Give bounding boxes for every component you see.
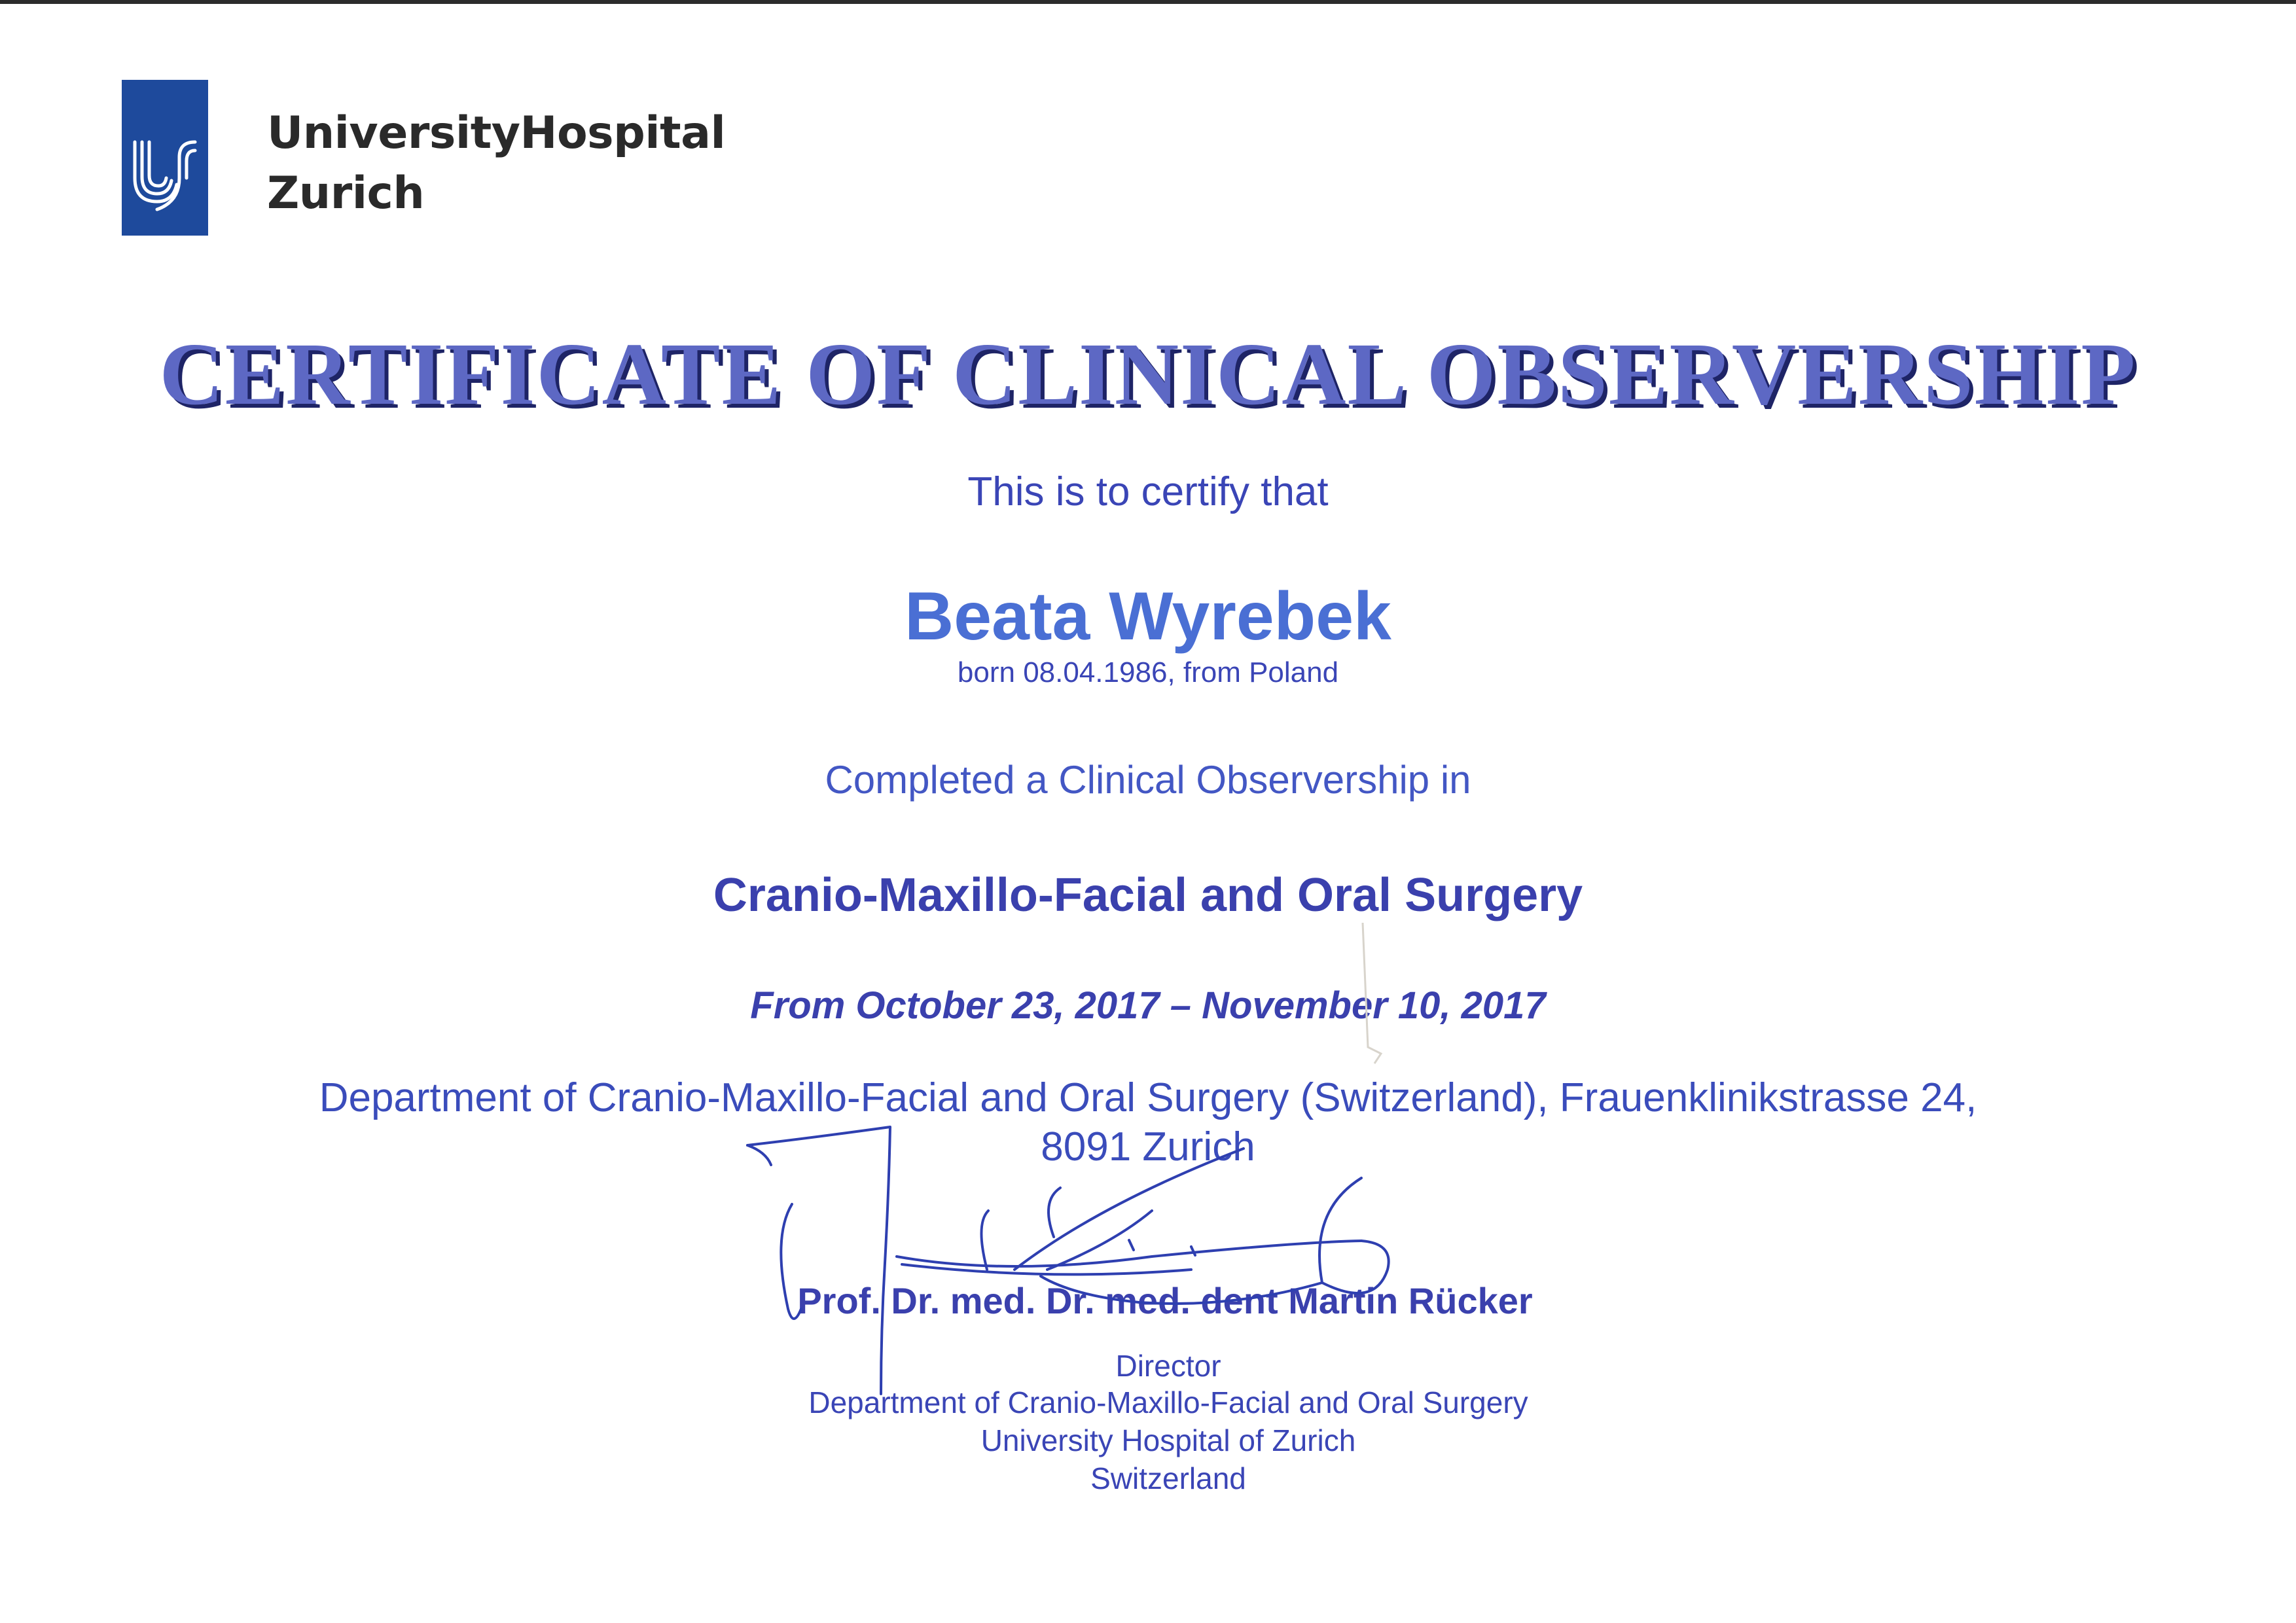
university-hospital-zurich-logo-icon [122, 80, 208, 236]
recipient-details: born 08.04.1986, from Poland [957, 656, 1339, 688]
signatory-department: Department of Cranio-Maxillo-Facial and Oral Surgery [808, 1385, 1528, 1419]
recipient-name: Beata Wyrebek [905, 579, 1391, 654]
wordmark-line2: Zurich [267, 168, 425, 219]
paper-crease-mark [1355, 923, 1401, 1073]
department-address-line2: 8091 Zurich [1041, 1124, 1255, 1169]
scan-edge-shadow [0, 0, 2296, 4]
signatory-hospital: University Hospital of Zurich [980, 1423, 1356, 1457]
signatory-country: Switzerland [1090, 1461, 1246, 1495]
completed-text: Completed a Clinical Observership in [825, 758, 1471, 802]
observership-period: From October 23, 2017 – November 10, 2017 [750, 984, 1546, 1027]
signatory-role: Director [1115, 1349, 1221, 1383]
department-address-line1: Department of Cranio-Maxillo-Facial and Oral Surgery (Switzerland), Frauenklinikstrasse 24, [319, 1075, 1977, 1120]
certify-text: This is to certify that [967, 469, 1329, 514]
certificate-title: CERTIFICATE OF CLINICAL OBSERVERSHIP [159, 325, 2137, 423]
hospital-wordmark [267, 103, 725, 224]
wordmark-line1: UniversityHospital [267, 107, 726, 159]
signatory-name: Prof. Dr. med. Dr. med. dent Martin Rücker [797, 1280, 1533, 1321]
discipline-title: Cranio-Maxillo-Facial and Oral Surgery [713, 869, 1583, 921]
